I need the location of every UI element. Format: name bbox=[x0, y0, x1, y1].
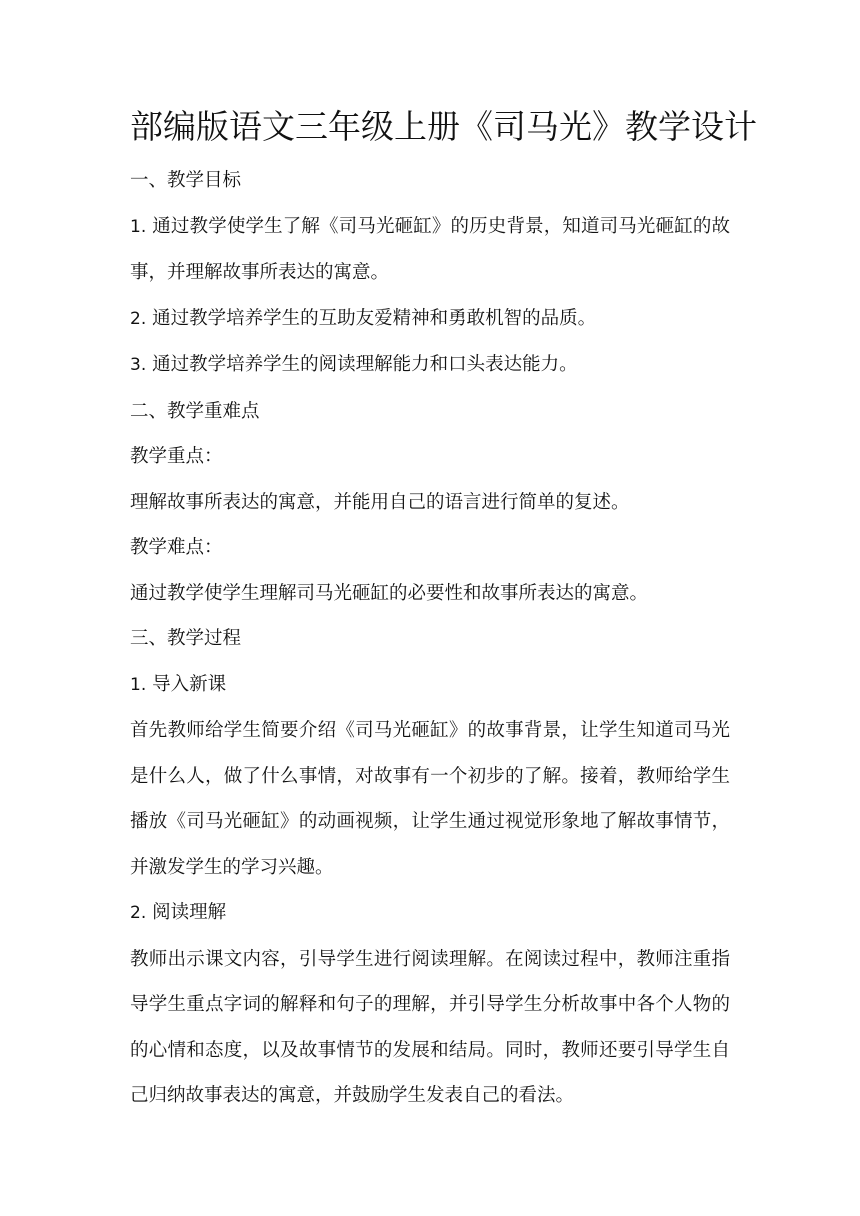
objective-text-2: 通过教学培养学生的互助友爱精神和勇敢机智的品质。 bbox=[152, 307, 597, 329]
process-title-2: 阅读理解 bbox=[152, 902, 227, 923]
process-step-text-1: 首先教师给学生简要介绍《司马光砸缸》的故事背景，让学生知道司马光是什么人，做了什么事情，对故事有一个初步的了解。接着，教师给学生播放《司马光砸缸》的动画视频，让学生通过视觉形象地了解故事情节，并激发学生的学习兴趣。 bbox=[130, 720, 730, 878]
process-step-text-2: 教师出示课文内容，引导学生进行阅读理解。在阅读过程中，教师注重指导学生重点字词的解释和句子的理解，并引导学生分析故事中各个人物的的心情和态度，以及故事情节的发展和结局。同时，教师还要引导学生自己归纳故事表达的寓意，并鼓励学生发表自己的看法。 bbox=[130, 948, 730, 1106]
objective-number-2: 2. bbox=[130, 308, 147, 329]
section-heading-objectives: 一、教学目标 bbox=[130, 170, 242, 191]
key-points-label: 教学重点： bbox=[130, 446, 223, 467]
key-points-text: 理解故事所表达的寓意，并能用自己的语言进行简单的复述。 bbox=[130, 491, 630, 513]
section-heading-key-difficult: 二、教学重难点 bbox=[130, 400, 260, 422]
process-title-1: 导入新课 bbox=[152, 673, 227, 695]
process-step-heading-1 bbox=[130, 662, 730, 709]
objective-text-1: 通过教学使学生了解《司马光砸缸》的历史背景，知道司马光砸缸的故事，并理解故事所表达的寓意。 bbox=[130, 215, 730, 283]
process-number-1: 1. bbox=[130, 674, 147, 695]
difficulty-label: 教学难点： bbox=[130, 537, 223, 558]
section-heading-process: 三、教学过程 bbox=[130, 628, 242, 649]
document-title: 部编版语文三年级上册《司马光》教学设计 bbox=[130, 107, 757, 146]
objective-item-2 bbox=[130, 296, 730, 343]
objective-item-1 bbox=[130, 204, 730, 296]
objective-item-3 bbox=[130, 342, 730, 389]
objective-number-1: 1. bbox=[130, 216, 147, 237]
difficulty-text: 通过教学使学生理解司马光砸缸的必要性和故事所表达的寓意。 bbox=[130, 582, 649, 604]
document-page bbox=[130, 100, 757, 1119]
objective-number-3: 3. bbox=[130, 355, 147, 375]
process-number-2: 2. bbox=[130, 903, 147, 923]
objective-text-3: 通过教学培养学生的阅读理解能力和口头表达能力。 bbox=[152, 354, 578, 375]
process-step-heading-2 bbox=[130, 890, 730, 937]
